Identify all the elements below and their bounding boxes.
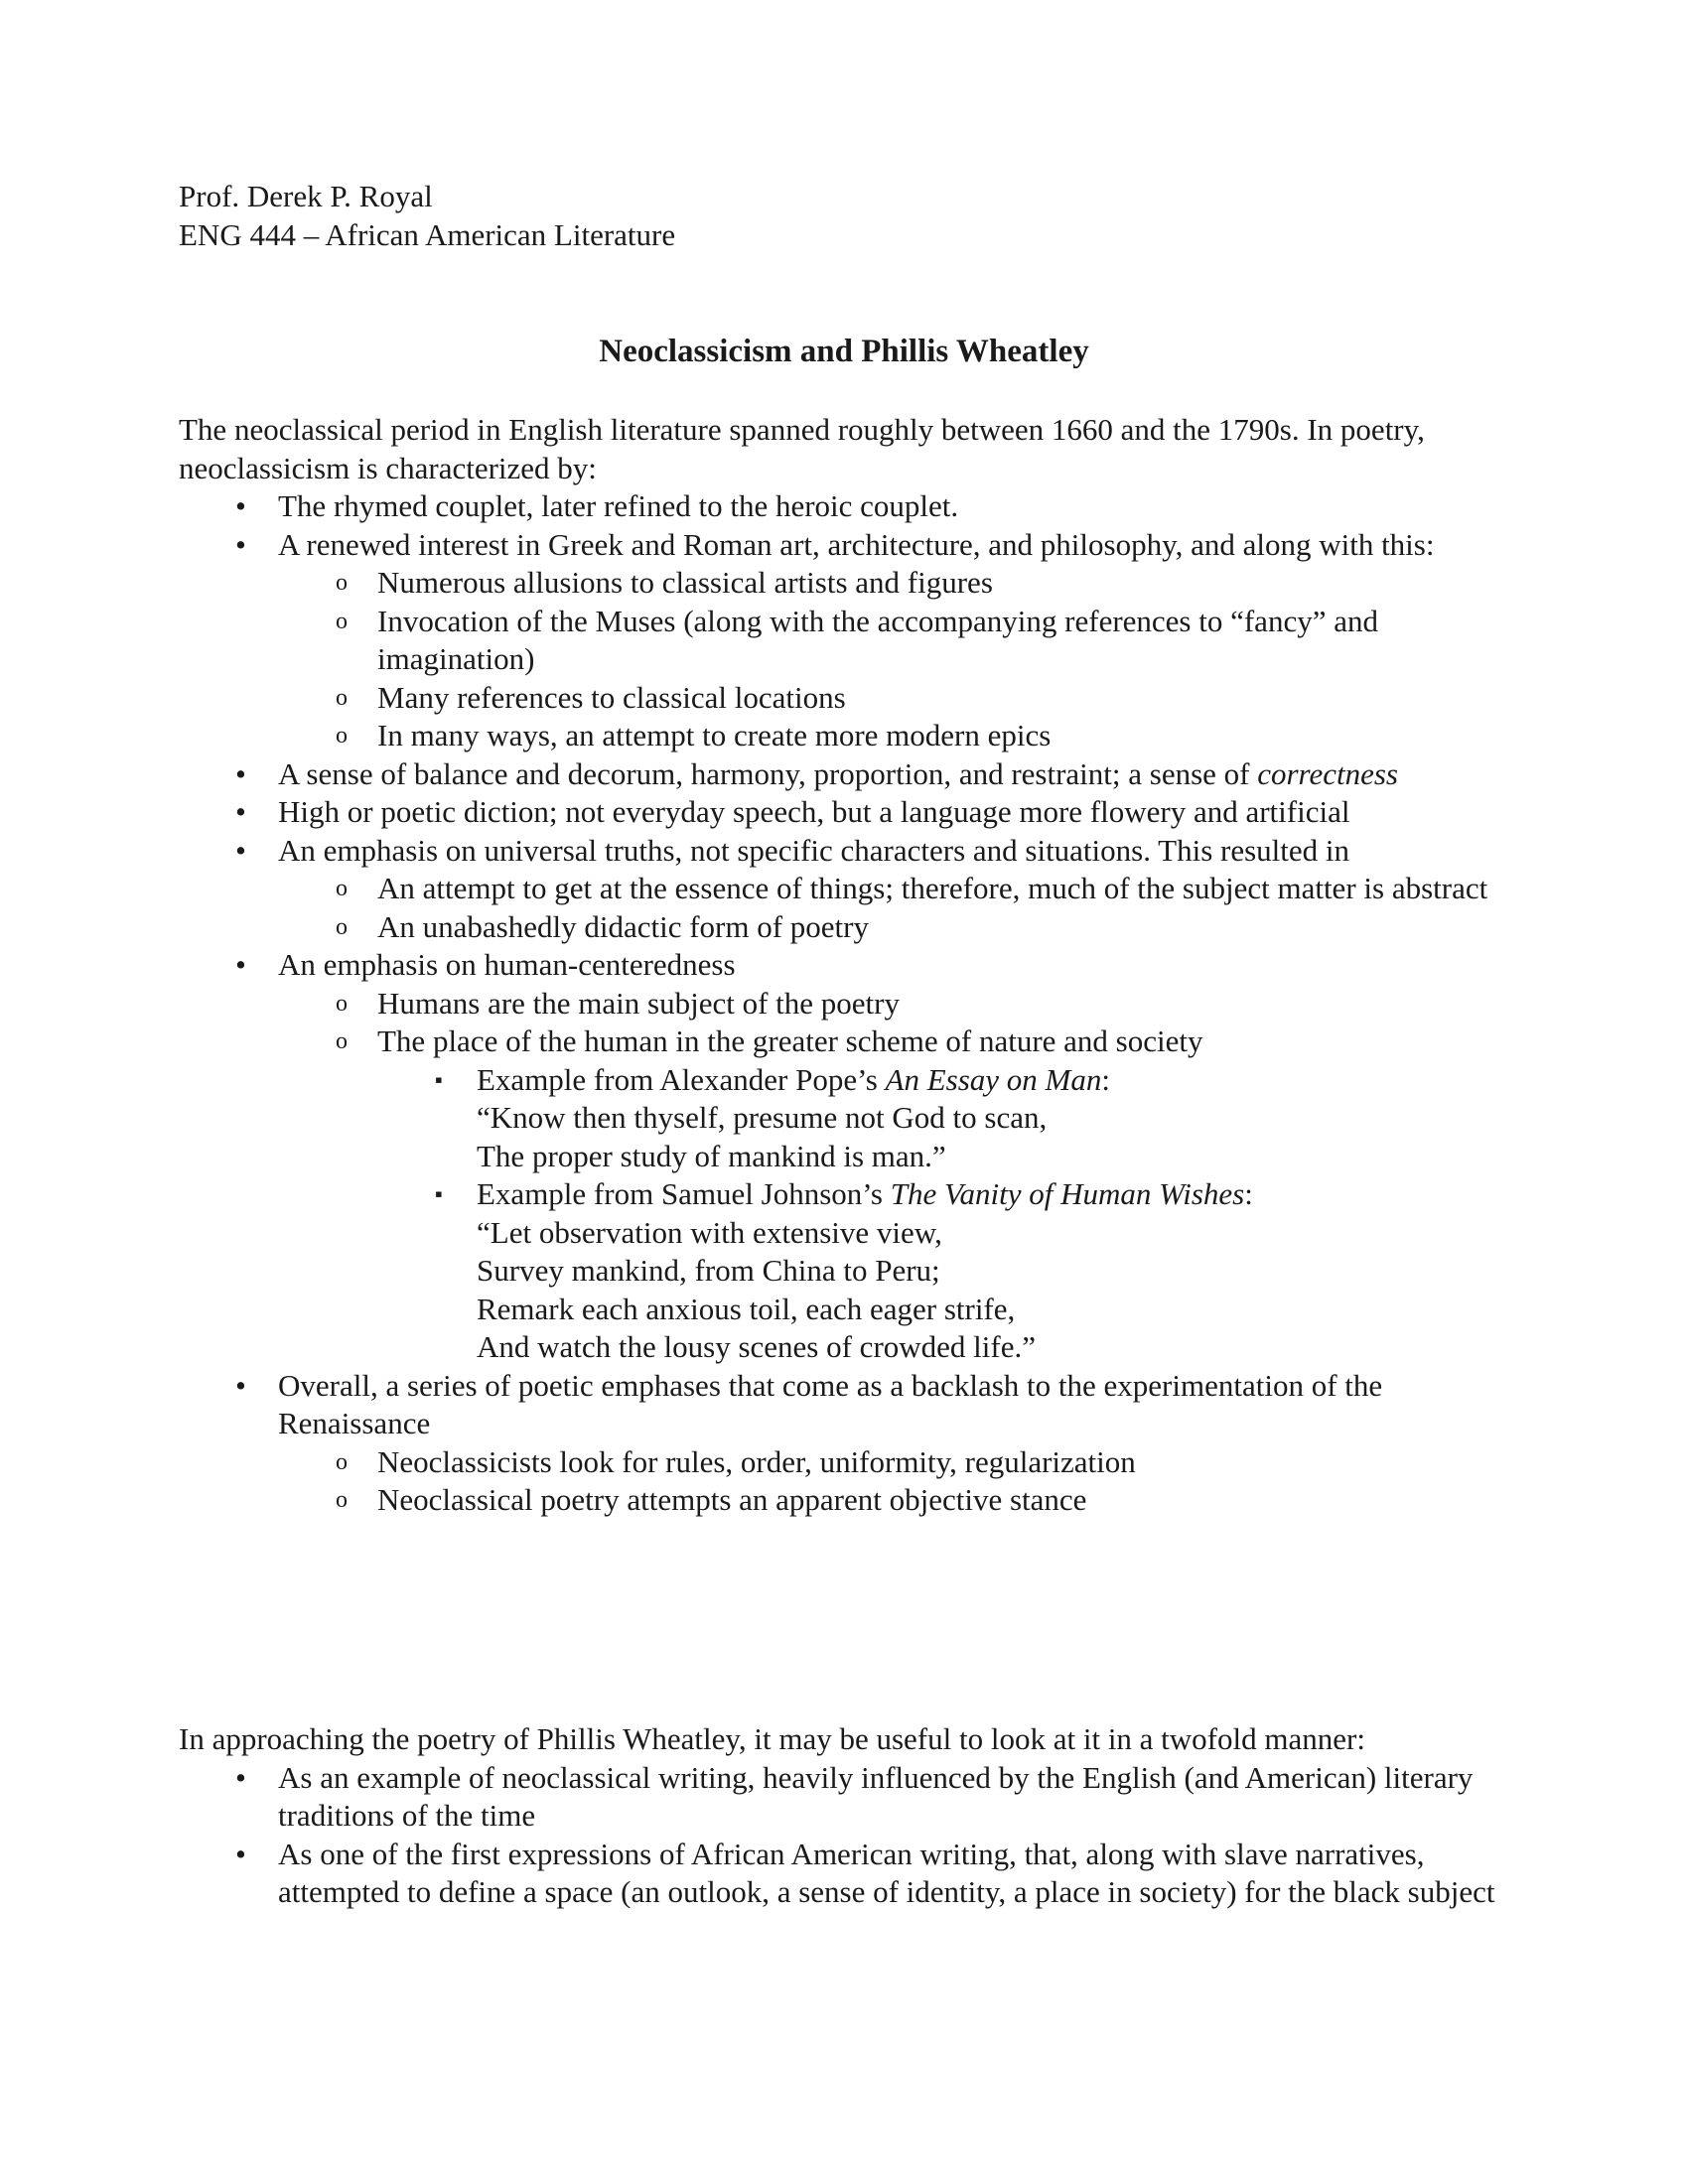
sub-marker: o: [336, 1448, 348, 1475]
wheatley-section: [179, 1720, 1499, 1912]
sub-list-item: o Invocation of the Muses (along with the accompanying references to “fancy” and imagination): [336, 603, 1378, 676]
page-title: Neoclassicism and Phillis Wheatley: [599, 334, 1089, 369]
list-item: • The rhymed couplet, later refined to the heroic couplet.: [179, 487, 1499, 526]
sub-list-item: o The place of the human in the greater scheme of nature and society ▪ Example from Alexander Pope’s An Essay on Man: “Know then thyself, presume not God to scan, The proper study of mankind is man.” ▪ Example from Samuel Johnson’s The Vanity of Human Wishes: “Let observation with extensive view, Survey mankind, from China to Peru; Remark each anxious toil, each eager strife, And watch the lousy scenes of crowded life.”: [278, 1023, 1499, 1367]
quote-line: And watch the lousy scenes of crowded life.”: [477, 1329, 1036, 1364]
example-item: ▪ Example from Samuel Johnson’s The Vanity of Human Wishes: “Let observation with extensive view, Survey mankind, from China to Peru; Remark each anxious toil, each eager strife, And watch the lousy scenes of crowded life.”: [377, 1175, 1499, 1367]
bullet-marker: •: [235, 755, 246, 791]
sub-marker: o: [336, 913, 348, 940]
sub-list-item: o Many references to classical locations: [278, 679, 1499, 718]
bullet-marker: •: [235, 526, 246, 562]
section-intro: The neoclassical period in English literature spanned roughly between 1660 and the 1790s. In poetry, neoclassicism is characterized by:: [179, 412, 1425, 485]
sub-list-item: o An unabashedly didactic form of poetry: [278, 908, 1499, 947]
course-name: ENG 444 – African American Literature: [179, 217, 676, 252]
list-item: • Overall, a series of poetic emphases that come as a backlash to the experimentation of the Renaissance o Neoclassicists look for rules, order, uniformity, regularization o Neoclassical poetry attempts an apparent objective stance: [179, 1367, 1499, 1520]
sub-list-item: o Neoclassicists look for rules, order, uniformity, regularization: [278, 1443, 1499, 1482]
sub-list-item: o An attempt to get at the essence of things; therefore, much of the subject matter is abstract: [278, 870, 1499, 908]
sub-list-item: o Numerous allusions to classical artists and figures: [278, 564, 1499, 603]
neoclassicism-section: [179, 411, 1499, 1520]
square-marker: ▪: [435, 1181, 443, 1206]
sub-marker: o: [336, 876, 348, 901]
bullet-marker: •: [235, 1367, 246, 1403]
italic-emphasis: correctness: [1257, 755, 1398, 791]
bullet-marker: •: [235, 1759, 246, 1795]
sub-marker: o: [336, 684, 348, 711]
approach-list: [179, 1759, 1499, 1912]
bullet-marker: •: [235, 488, 246, 523]
sub-marker: o: [336, 990, 348, 1017]
list-item: • A sense of balance and decorum, harmony, proportion, and restraint; a sense of correctness: [179, 755, 1499, 794]
sub-marker: o: [336, 1028, 348, 1054]
document-header: [179, 177, 675, 254]
sub-list: [278, 870, 1499, 946]
sub-list: [278, 564, 1499, 755]
work-title: The Vanity of Human Wishes: [890, 1176, 1245, 1211]
list-item: • As one of the first expressions of African American writing, that, along with slave narratives, attempted to define a space (an outlook, a sense of identity, a place in society) for the black subject: [235, 1836, 1495, 1909]
professor-name: Prof. Derek P. Royal: [179, 179, 433, 213]
sub-marker: o: [336, 1487, 348, 1513]
sub-list-item: o Humans are the main subject of the poetry: [278, 985, 1499, 1024]
bullet-marker: •: [235, 1836, 246, 1871]
sub-list-item: o In many ways, an attempt to create more modern epics: [278, 717, 1499, 755]
quote-line: Remark each anxious toil, each eager strife,: [477, 1291, 1016, 1326]
characteristics-list: [179, 487, 1499, 1520]
sub-marker: o: [336, 723, 348, 749]
sub-list: [278, 985, 1499, 1367]
sub-marker: o: [336, 608, 348, 634]
quote-line: “Know then thyself, presume not God to scan,: [477, 1100, 1048, 1135]
list-item: • An emphasis on universal truths, not specific characters and situations. This resulted in o An attempt to get at the essence of things; therefore, much of the subject matter is abstract o An unabashedly didactic form of poetry: [179, 832, 1499, 947]
square-marker: ▪: [435, 1066, 443, 1092]
list-item: • An emphasis on human-centeredness o Humans are the main subject of the poetry o The place of the human in the greater scheme of nature and society ▪ Example from Alexander Pope’s An Essay on Man: “Know then thyself, presume not God to scan, The proper study of mankind is man.” ▪ Example from Samuel Johnson’s The Vanity of Human Wishes: “Let observation with extensive view, Survey mankind, from China to Peru; Remark each anxious toil, each eager strife, And watch the lousy scenes of crowded life.”: [179, 946, 1499, 1367]
example-list: [377, 1061, 1499, 1367]
list-item: • As an example of neoclassical writing, heavily influenced by the English (and American) literary traditions of the time: [235, 1759, 1474, 1833]
bullet-marker: •: [235, 947, 246, 982]
work-title: An Essay on Man: [885, 1061, 1102, 1097]
bullet-marker: •: [235, 794, 246, 829]
quote-line: The proper study of mankind is man.”: [477, 1138, 946, 1173]
sub-marker: o: [336, 570, 348, 596]
section-intro: In approaching the poetry of Phillis Wheatley, it may be useful to look at it in a twofold manner:: [179, 1721, 1365, 1756]
quote-line: Survey mankind, from China to Peru;: [477, 1253, 940, 1288]
example-item: ▪ Example from Alexander Pope’s An Essay on Man: “Know then thyself, presume not God to scan, The proper study of mankind is man.”: [377, 1061, 1499, 1176]
sub-list: [278, 1443, 1499, 1520]
sub-list-item: o Neoclassical poetry attempts an apparent objective stance: [278, 1481, 1499, 1520]
bullet-marker: •: [235, 832, 246, 868]
quote-line: “Let observation with extensive view,: [477, 1214, 942, 1250]
list-item: • High or poetic diction; not everyday speech, but a language more flowery and artificial: [179, 793, 1499, 832]
list-item: • A renewed interest in Greek and Roman art, architecture, and philosophy, and along with this: o Numerous allusions to classical artists and figures o Invocation of the Muses (along with the accompanying references to “fancy” and imagination) o Many references to classical locations o In many ways, an attempt to create more modern epics: [179, 526, 1499, 755]
